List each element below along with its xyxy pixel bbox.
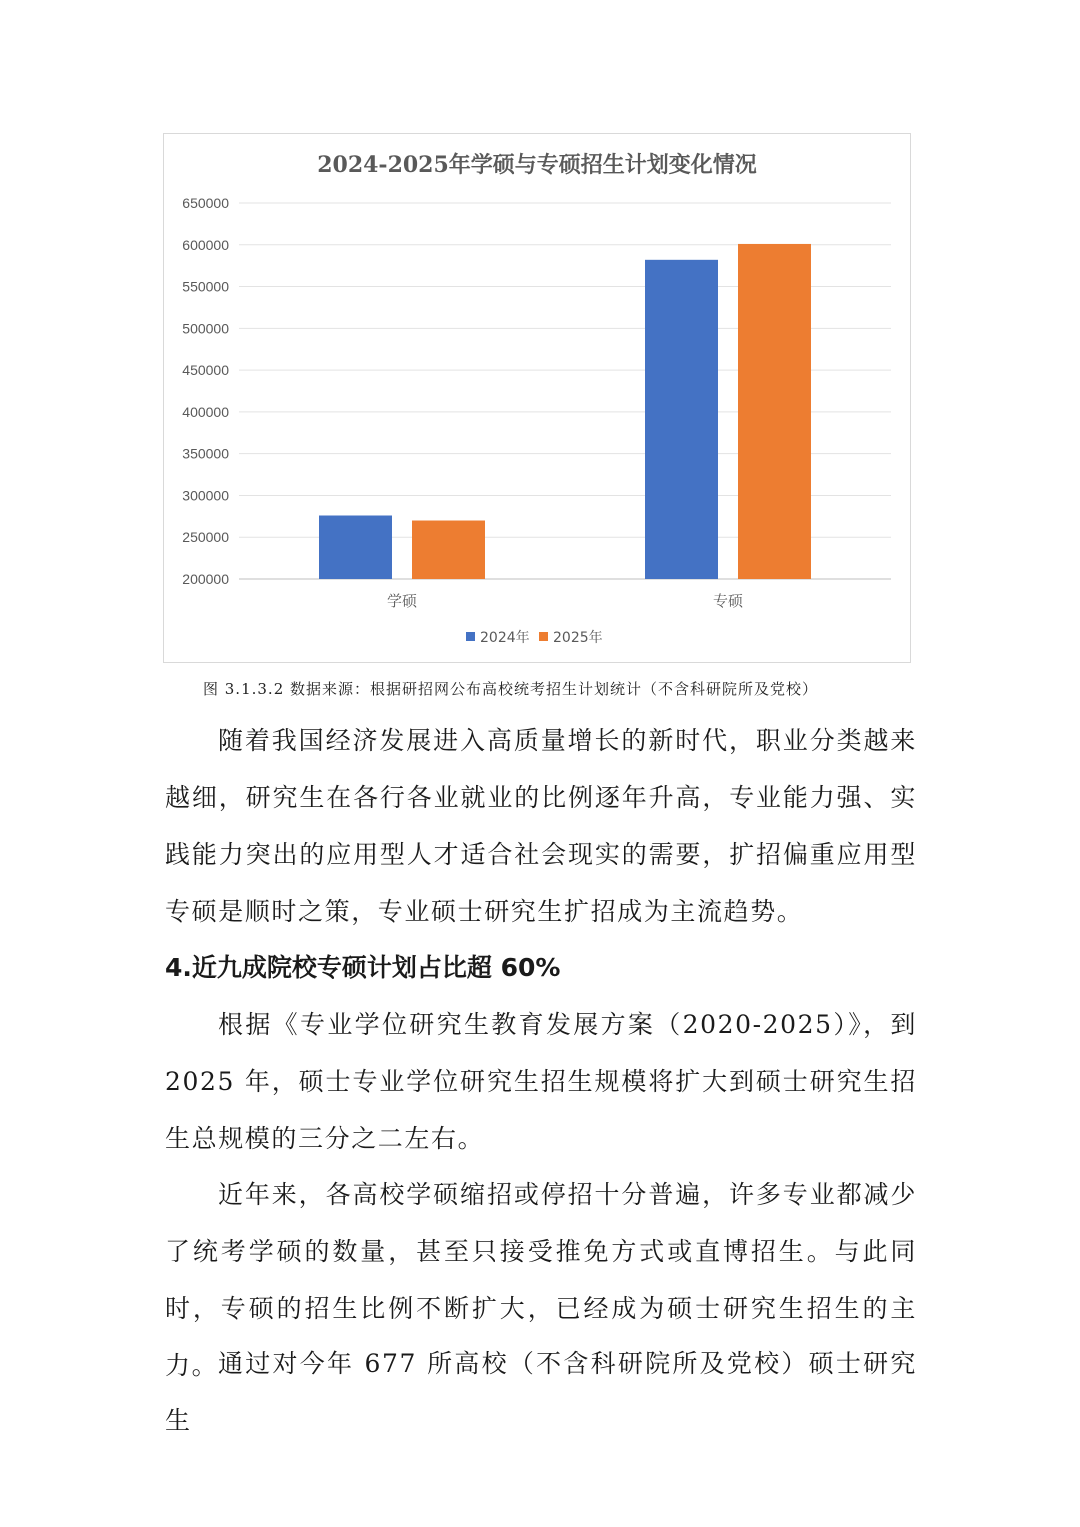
y-tick-label: 400000 bbox=[182, 403, 229, 420]
section-heading: 4.近九成院校专硕计划占比超 60% bbox=[165, 953, 561, 982]
y-tick-label: 250000 bbox=[182, 529, 229, 546]
legend-swatch bbox=[466, 632, 475, 641]
legend-label: 2025年 bbox=[553, 630, 603, 646]
bar-xueshuo-1 bbox=[412, 521, 485, 579]
y-tick-label: 450000 bbox=[182, 362, 229, 379]
paragraph-trend: 随着我国经济发展进入高质量增长的新时代，职业分类越来越细，研究生在各行各业就业的比例逐年升高，专业能力强、实践能力突出的应用型人才适合社会现实的需要，扩招偏重应用型专硕是顺时之策，专业硕士研究生扩招成为主流趋势。 bbox=[165, 726, 917, 926]
y-tick-label: 350000 bbox=[182, 445, 229, 462]
y-tick-label: 500000 bbox=[182, 320, 229, 337]
y-tick-label: 600000 bbox=[182, 236, 229, 253]
bar-zhuanshuo-0 bbox=[645, 260, 718, 579]
paragraph-recent: 近年来，各高校学硕缩招或停招十分普遍，许多专业都减少了统考学硕的数量，甚至只接受推免方式或直博招生。与此同时，专硕的招生比例不断扩大，已经成为硕士研究生招生的主力。 bbox=[165, 1180, 917, 1380]
y-tick-label: 200000 bbox=[182, 571, 229, 587]
x-category-label: 专硕 bbox=[712, 592, 744, 610]
bar-zhuanshuo-1 bbox=[738, 244, 811, 579]
chart-title: 2024-2025年学硕与专硕招生计划变化情况 bbox=[317, 152, 757, 178]
chart-canvas bbox=[164, 134, 910, 662]
figure-caption: 图 3.1.3.2 数据来源：根据研招网公布高校统考招生计划统计（不含科研院所及党校） bbox=[203, 680, 819, 698]
paragraph-plan: 根据《专业学位研究生教育发展方案（2020-2025）》，到2025 年，硕士专业学位研究生招生规模将扩大到硕士研究生招生总规模的三分之二左右。 bbox=[165, 1010, 917, 1153]
y-tick-label: 550000 bbox=[182, 278, 229, 295]
y-tick-label: 650000 bbox=[182, 195, 229, 211]
legend-label: 2024年 bbox=[480, 630, 530, 646]
paragraph-analysis: 通过对今年 677 所高校（不含科研院所及党校）硕士研究生 bbox=[165, 1349, 917, 1435]
y-tick-label: 300000 bbox=[182, 487, 229, 504]
x-category-label: 学硕 bbox=[386, 592, 418, 610]
legend-swatch bbox=[539, 632, 548, 641]
bar-xueshuo-0 bbox=[319, 515, 392, 579]
bar-chart bbox=[163, 133, 911, 663]
